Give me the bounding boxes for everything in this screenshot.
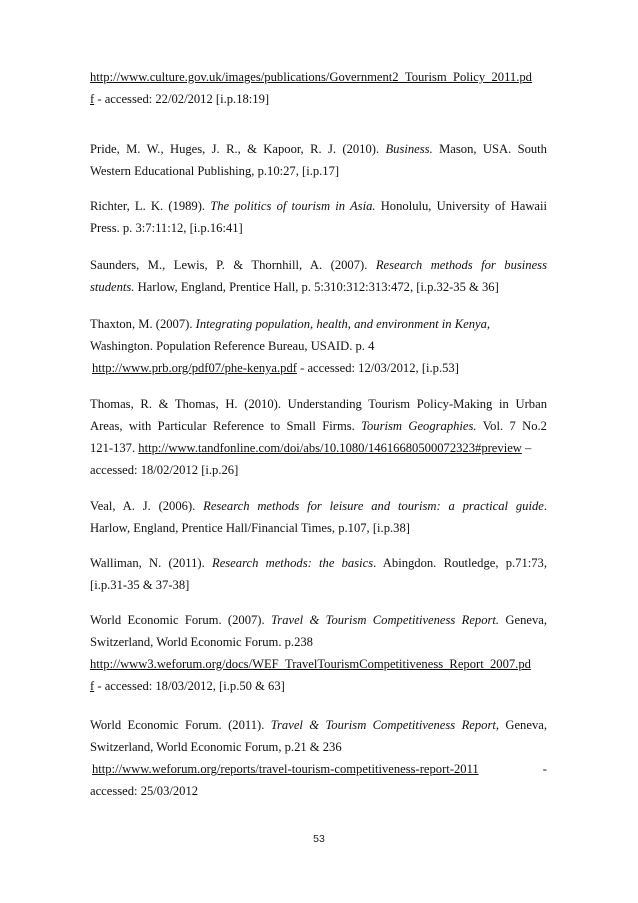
reference-line: Thomas, R. & Thomas, H. (2010). Understanding Tourism Policy-Making in Urban: [90, 397, 547, 411]
reference-line: [i.p.31-35 & 37-38]: [90, 578, 190, 592]
access-note: accessed: 25/03/2012: [90, 784, 199, 798]
publisher: Honolulu, University of Hawaii: [375, 199, 548, 213]
reference-wef-2011: [90, 714, 547, 802]
reference-thaxton: [90, 313, 547, 379]
authors: Saunders, M., Lewis, P. & Thornhill, A. (2007).: [90, 258, 376, 272]
reference-link[interactable]: http://www.culture.gov.uk/images/publications/Government2_Tourism_Policy_2011.pd: [90, 70, 532, 84]
reference-saunders: [90, 254, 547, 298]
title: Integrating population, health, and environment in Kenya,: [195, 317, 491, 331]
reference-line: Western Educational Publishing, p.10:27, [i.p.17]: [90, 164, 340, 178]
reference-culture-gov: [90, 66, 547, 110]
pages: 121-137.: [90, 441, 139, 455]
title: Travel & Tourism Competitiveness Report.: [270, 613, 500, 627]
authors: Richter, L. K. (1989).: [90, 199, 211, 213]
reference-pride: [90, 138, 547, 182]
publisher: Geneva,: [499, 718, 547, 732]
period: .: [543, 499, 547, 513]
reference-link-continued[interactable]: f: [90, 92, 95, 106]
reference-thomas: [90, 393, 547, 481]
reference-richter: [90, 195, 547, 239]
article-title: Areas, with Particular Reference to Small Firms.: [90, 419, 362, 433]
publisher: Mason, USA. South: [432, 142, 547, 156]
title: Travel & Tourism Competitiveness Report,: [270, 718, 499, 732]
reference-walliman: [90, 552, 547, 596]
authors: World Economic Forum. (2007).: [90, 613, 271, 627]
authors: Veal, A. J. (2006).: [90, 499, 204, 513]
reference-link[interactable]: http://www.prb.org/pdf07/phe-kenya.pdf: [92, 361, 297, 375]
reference-line: Washington. Population Reference Bureau, USAID. p. 4: [90, 339, 375, 353]
dash: –: [521, 441, 532, 455]
reference-veal: [90, 495, 547, 539]
reference-line: Switzerland, World Economic Forum. p.238: [90, 635, 313, 649]
volume: Vol. 7 No.2: [476, 419, 547, 433]
title: The politics of tourism in Asia.: [210, 199, 376, 213]
authors: Walliman, N. (2011).: [90, 556, 212, 570]
reference-link[interactable]: http://www3.weforum.org/docs/WEF_TravelTourismCompetitiveness_Report_2007.pd: [90, 657, 531, 671]
title-continued: students.: [90, 280, 135, 294]
reference-line: Switzerland, World Economic Forum, p.21 & 236: [90, 740, 342, 754]
access-note: - accessed: 18/03/2012, [i.p.50 & 63]: [94, 679, 285, 693]
page-number: 53: [313, 833, 325, 845]
reference-link-continued[interactable]: f: [90, 679, 95, 693]
authors: World Economic Forum. (2011).: [90, 718, 271, 732]
authors: Thaxton, M. (2007).: [90, 317, 196, 331]
title: Research methods for business: [375, 258, 547, 272]
title: Business.: [385, 142, 433, 156]
reference-wef-2007: [90, 609, 547, 697]
publisher: Geneva,: [499, 613, 547, 627]
reference-link[interactable]: http://www.weforum.org/reports/travel-tourism-competitiveness-report-2011: [92, 762, 479, 776]
access-note: accessed: 18/02/2012 [i.p.26]: [90, 463, 239, 477]
dash: -: [542, 762, 547, 776]
reference-link[interactable]: http://www.tandfonline.com/doi/abs/10.1080/14616680500072323#preview: [138, 441, 522, 455]
journal: Tourism Geographies.: [361, 419, 477, 433]
publisher: . Abingdon. Routledge, p.71:73,: [373, 556, 547, 570]
title: Research methods for leisure and tourism: a practical guide: [203, 499, 544, 513]
reference-line: Harlow, England, Prentice Hall/Financial Times, p.107, [i.p.38]: [90, 521, 410, 535]
access-note: - accessed: 22/02/2012 [i.p.18:19]: [94, 92, 270, 106]
publisher: Harlow, England, Prentice Hall, p. 5:310:312:313:472, [i.p.32-35 & 36]: [134, 280, 499, 294]
reference-line: Press. p. 3:7:11:12, [i.p.16:41]: [90, 221, 243, 235]
authors: Pride, M. W., Huges, J. R., & Kapoor, R. J. (2010).: [90, 142, 386, 156]
title: Research methods: the basics: [212, 556, 374, 570]
access-note: - accessed: 12/03/2012, [i.p.53]: [296, 361, 459, 375]
